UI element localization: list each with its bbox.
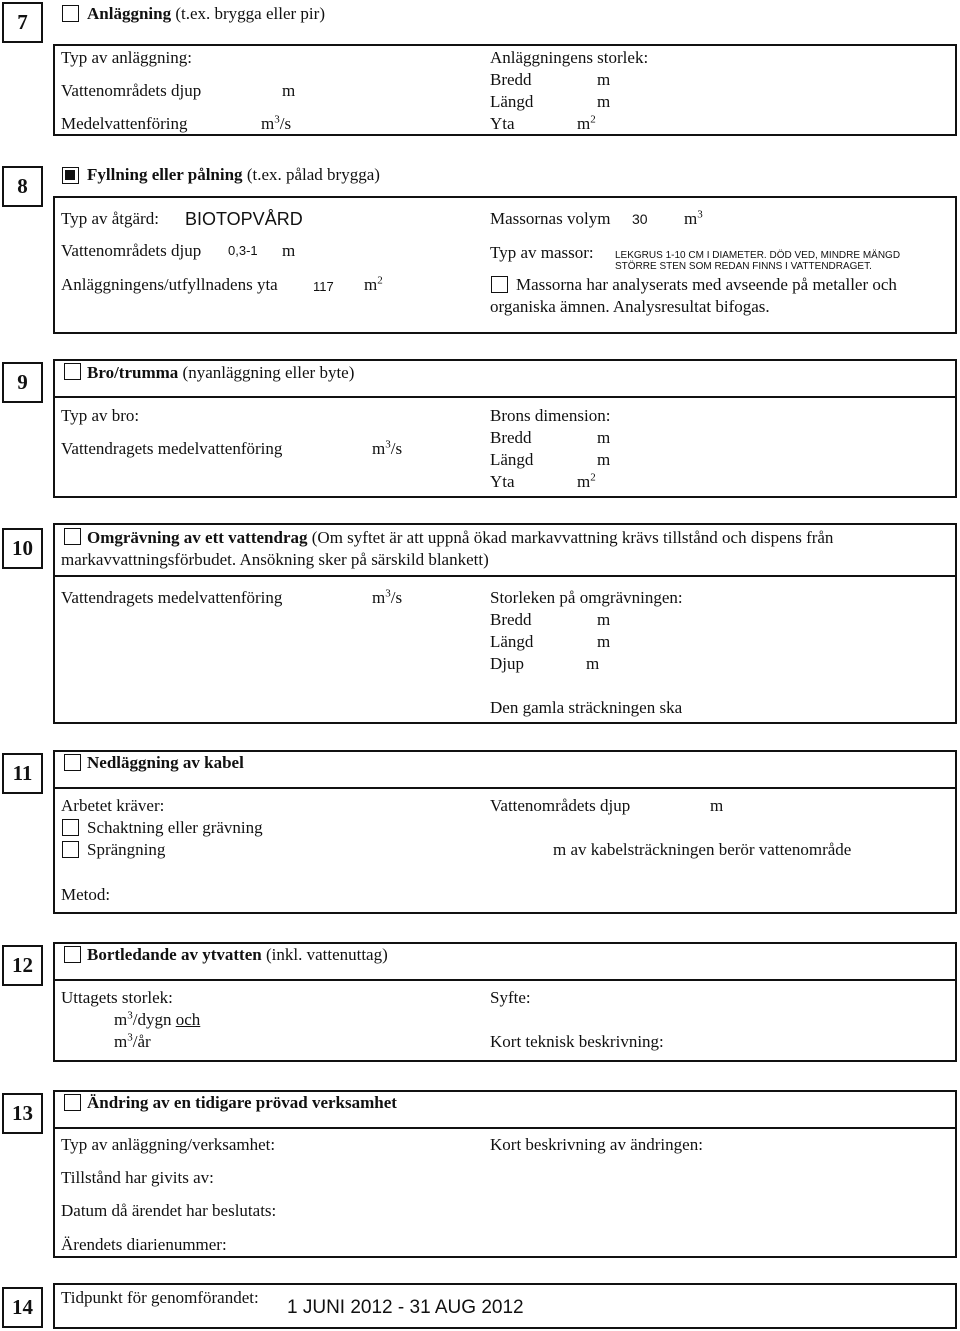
vattenomradets-djup-label: Vattenområdets djup bbox=[61, 81, 202, 100]
typ-av-bro-label: Typ av bro: bbox=[61, 406, 140, 425]
bredd-unit-9: m bbox=[597, 428, 611, 447]
checkbox-ytvatten[interactable] bbox=[64, 946, 81, 963]
bredd-unit-10: m bbox=[597, 610, 611, 629]
checkbox-anlaggning[interactable] bbox=[62, 5, 79, 22]
typ-av-atgard-value[interactable]: BIOTOPVÅRD bbox=[185, 209, 303, 229]
uttagets-storlek-label: Uttagets storlek: bbox=[61, 988, 173, 1007]
schaktning-label: Schaktning eller grävning bbox=[87, 818, 263, 837]
typ-av-verksamhet-label: Typ av anläggning/verksamhet: bbox=[61, 1135, 276, 1154]
kort-beskrivning-label: Kort beskrivning av ändringen: bbox=[490, 1135, 703, 1154]
yta-unit: $m^2$ bbox=[577, 113, 596, 133]
typ-av-massor-label: Typ av massor: bbox=[490, 243, 594, 262]
massornas-volym-value[interactable]: 30 bbox=[632, 211, 648, 227]
langd-unit-10: m bbox=[597, 632, 611, 651]
sprangning-label: Sprängning bbox=[87, 840, 166, 859]
typ-av-massor-line1[interactable]: LEKGRUS 1-10 CM I DIAMETER. DÖD VED, MINDRE MÄNGD bbox=[615, 250, 901, 261]
yta-unit-9: $m^2$ bbox=[577, 471, 596, 491]
tillstand-label: Tillstånd har givits av: bbox=[61, 1168, 214, 1187]
medelvattenforing-unit-10: $m^3/s$ bbox=[372, 587, 403, 607]
djup-unit-10: m bbox=[586, 654, 600, 673]
yta-value[interactable]: 117 bbox=[313, 279, 334, 294]
tidpunkt-value[interactable]: 1 JUNI 2012 - 31 AUG 2012 bbox=[287, 1297, 524, 1318]
section-number-7: 7 bbox=[2, 2, 43, 43]
analys-text-line1: Massorna har analyserats med avseende på metaller och bbox=[516, 275, 897, 294]
arbetet-kraver-label: Arbetet kräver: bbox=[61, 796, 165, 815]
kabelstrackning-label: m av kabelsträckningen berör vattenområde bbox=[553, 840, 852, 859]
anlaggningens-storlek-label: Anläggningens storlek: bbox=[490, 48, 649, 67]
diarienummer-label: Ärendets diarienummer: bbox=[61, 1235, 227, 1254]
djup-unit-8: m bbox=[282, 241, 296, 260]
section-11-divider bbox=[53, 787, 957, 789]
storleken-label: Storleken på omgrävningen: bbox=[490, 588, 683, 607]
vattenomradets-djup-label-11: Vattenområdets djup bbox=[490, 796, 631, 815]
section-number-9: 9 bbox=[2, 362, 43, 403]
section-10-divider bbox=[53, 575, 957, 577]
bredd-label-9: Bredd bbox=[490, 428, 532, 447]
bredd-unit: m bbox=[597, 70, 611, 89]
langd-label-10: Längd bbox=[490, 632, 534, 651]
och-label: och bbox=[175, 1010, 201, 1029]
section-number-8: 8 bbox=[2, 166, 43, 207]
yta-label-8: Anläggningens/utfyllnadens yta bbox=[61, 275, 278, 294]
section-number-10: 10 bbox=[2, 528, 43, 569]
per-ar-line: $m^3/år$ bbox=[114, 1031, 151, 1051]
langd-label-9: Längd bbox=[490, 450, 534, 469]
section-13-title: Ändring av en tidigare prövad verksamhet bbox=[87, 1093, 397, 1112]
section-8-title: Fyllning eller pålning (t.ex. pålad brygga) bbox=[87, 165, 380, 184]
section-10-title-line2: markavvattningsförbudet. Ansökning sker på särskild blankett) bbox=[61, 550, 489, 569]
bredd-label: Bredd bbox=[490, 70, 532, 89]
syfte-label: Syfte: bbox=[490, 988, 531, 1007]
brons-dimension-label: Brons dimension: bbox=[490, 406, 611, 425]
medelvattenforing-label-10: Vattendragets medelvattenföring bbox=[61, 588, 283, 607]
djup-unit-11: m bbox=[710, 796, 724, 815]
checkbox-omgravning[interactable] bbox=[64, 528, 81, 545]
volym-unit: $m^3$ bbox=[684, 208, 703, 228]
langd-label: Längd bbox=[490, 92, 534, 111]
section-11-title: Nedläggning av kabel bbox=[87, 753, 244, 772]
checkbox-schaktning[interactable] bbox=[62, 819, 79, 836]
section-12-title: Bortledande av ytvatten (inkl. vattenuttag) bbox=[87, 945, 388, 964]
section-9-divider bbox=[53, 396, 957, 398]
checkbox-bro[interactable] bbox=[64, 363, 81, 380]
djup-label: Vattenområdets djup bbox=[61, 241, 202, 260]
yta-label-9: Yta bbox=[490, 472, 515, 491]
analys-text-line2: organiska ämnen. Analysresultat bifogas. bbox=[490, 297, 770, 316]
section-number-11: 11 bbox=[2, 753, 43, 794]
section-10-title-line1: Omgrävning av ett vattendrag (Om syftet är att uppnå ökad markavvattning krävs tillstånd och dispens från bbox=[87, 528, 834, 547]
tidpunkt-label: Tidpunkt för genomförandet: bbox=[61, 1288, 259, 1307]
medelvattenforing-label: Medelvattenföring bbox=[61, 114, 188, 133]
per-dygn-line: $m^3$/dygn och bbox=[114, 1009, 201, 1029]
yta-unit-8: $m^2$ bbox=[364, 274, 383, 294]
section-13-divider bbox=[53, 1127, 957, 1129]
massornas-volym-label: Massornas volym bbox=[490, 209, 611, 228]
typ-av-massor-line2[interactable]: STÖRRE STEN SOM REDAN FINNS I VATTENDRAGET. bbox=[615, 261, 872, 272]
djup-label-10: Djup bbox=[490, 654, 524, 673]
langd-unit-9: m bbox=[597, 450, 611, 469]
yta-label: Yta bbox=[490, 114, 515, 133]
typ-av-atgard-label: Typ av åtgärd: bbox=[61, 209, 159, 228]
kort-teknisk-label: Kort teknisk beskrivning: bbox=[490, 1032, 664, 1051]
section-number-14: 14 bbox=[2, 1287, 43, 1328]
section-number-13: 13 bbox=[2, 1093, 43, 1134]
gamla-strackningen-label: Den gamla sträckningen ska bbox=[490, 698, 683, 717]
section-number-12: 12 bbox=[2, 945, 43, 986]
djup-unit: m bbox=[282, 81, 296, 100]
datum-label: Datum då ärendet har beslutats: bbox=[61, 1201, 277, 1220]
metod-label: Metod: bbox=[61, 885, 111, 904]
typ-av-anlaggning-label: Typ av anläggning: bbox=[61, 48, 193, 67]
bredd-label-10: Bredd bbox=[490, 610, 532, 629]
checkbox-kabel[interactable] bbox=[64, 754, 81, 771]
checkbox-analys[interactable] bbox=[491, 276, 508, 293]
section-7-title: Anläggning (t.ex. brygga eller pir) bbox=[87, 4, 325, 23]
djup-value[interactable]: 0,3-1 bbox=[228, 243, 258, 258]
checkbox-andring[interactable] bbox=[64, 1094, 81, 1111]
section-12-divider bbox=[53, 979, 957, 981]
medelvattenforing-label-9: Vattendragets medelvattenföring bbox=[61, 439, 283, 458]
medelvattenforing-unit: $m^3/s$ bbox=[261, 113, 292, 133]
medelvattenforing-unit-9: $m^3/s$ bbox=[372, 438, 403, 458]
section-9-title: Bro/trumma (nyanläggning eller byte) bbox=[87, 363, 355, 382]
langd-unit: m bbox=[597, 92, 611, 111]
checkbox-sprangning[interactable] bbox=[62, 841, 79, 858]
checkbox-fyllning[interactable] bbox=[62, 167, 79, 184]
